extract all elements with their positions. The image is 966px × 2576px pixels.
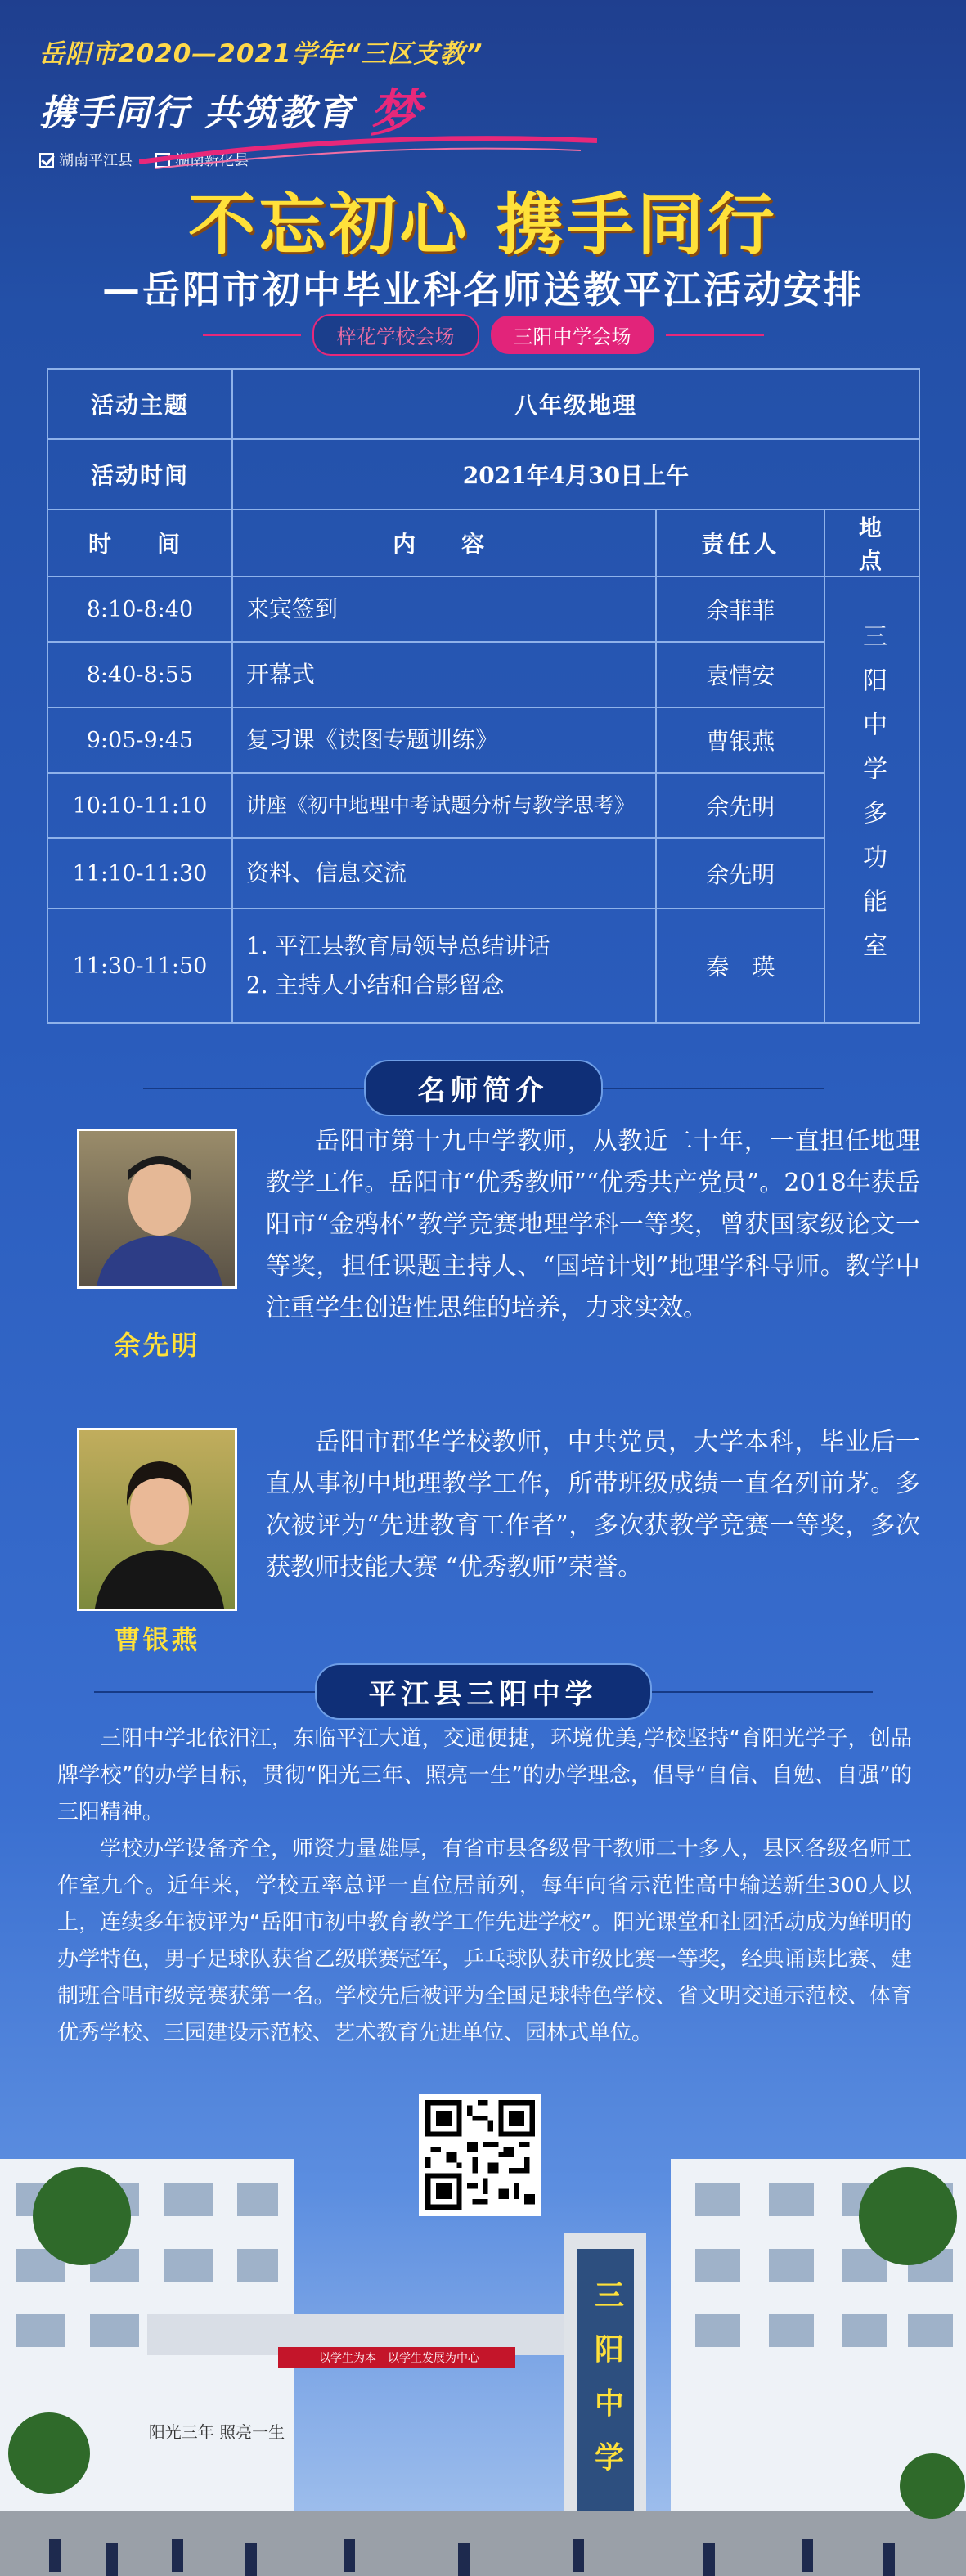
- row-content: 开幕式: [232, 642, 657, 707]
- divider: [94, 1691, 315, 1693]
- table-header: [47, 509, 919, 577]
- qr-code[interactable]: [419, 2094, 541, 2216]
- table-row: [47, 838, 919, 909]
- time-value: 2021年4月30日上午: [232, 439, 919, 509]
- table-row: [47, 642, 919, 707]
- venue-tag-zihua: 梓花学校会场: [312, 314, 479, 356]
- program-title: 岳阳市2020—2021学年“三区支教”: [39, 39, 483, 69]
- divider: [666, 334, 764, 336]
- checkbox-checked-icon: [39, 153, 54, 168]
- row-person: 袁情安: [656, 642, 824, 707]
- person-portrait-icon: [79, 1430, 237, 1611]
- school-section-header: [0, 1663, 966, 1720]
- swoosh-decoration: [139, 123, 597, 172]
- col-header-location: 地 点: [824, 509, 919, 577]
- col-header-person: 责任人: [656, 509, 824, 577]
- row-content: 来宾签到: [232, 577, 657, 642]
- school-intro-paragraph: 学校办学设备齐全，师资力量雄厚，有省市县各级骨干教师二十多人，县区各级名师工作室九个。近年来，学校五率总评一直位居前列，每年向省示范性高中输送新生300人以上，连续多年被评为“岳阳市初中教育教学工作先进学校”。阳光课堂和社团活动成为鲜明的办学特色，男子足球队获省乙级联赛冠军，乒乓球队获市级比赛一等奖，经典诵读比赛、建制班合唱市级竞赛获第一名。学校先后被评为全国足球特色学校、省文明交通示范校、体育优秀学校、三园建设示范校、艺术教育先进单位、园林式单位。: [57, 1837, 912, 2045]
- row-time: 11:30-11:50: [47, 909, 232, 1023]
- section-title: 平江县三阳中学: [315, 1663, 652, 1720]
- time-row: [47, 439, 919, 509]
- divider: [603, 1088, 824, 1089]
- row-content: 讲座《初中地理中考试题分析与教学思考》: [232, 773, 657, 838]
- teacher-photo-yu: [77, 1129, 237, 1289]
- row-person: 余先明: [656, 838, 824, 909]
- theme-label: 活动主题: [47, 369, 232, 439]
- wall-slogan: 阳光三年 照亮一生: [148, 2422, 285, 2442]
- divider: [652, 1691, 873, 1693]
- teacher-bio: 岳阳市郡华学校教师，中共党员，大学本科，毕业后一直从事初中地理教学工作，所带班级成绩一直名列前茅。多次被评为“先进教育工作者”，多次获教学竞赛一等奖，多次获教师技能大赛 “优秀教师”荣誉。: [266, 1428, 920, 1582]
- venue-tag-sanyang: 三阳中学会场: [491, 316, 654, 354]
- row-time: 8:10-8:40: [47, 577, 232, 642]
- section-title: 名师简介: [364, 1060, 603, 1116]
- county-item: 湖南新化县: [155, 149, 249, 170]
- row-person: 余先明: [656, 773, 824, 838]
- teacher-name: 曹银燕: [114, 1624, 200, 1655]
- qr-code-icon: [425, 2100, 535, 2210]
- row-content: 1. 平江县教育局领导总结讲话 2. 主持人小结和合影留念: [232, 909, 657, 1023]
- row-content: 资料、信息交流: [232, 838, 657, 909]
- divider: [203, 334, 301, 336]
- divider: [143, 1088, 364, 1089]
- table-row: [47, 909, 919, 1023]
- time-label: 活动时间: [47, 439, 232, 509]
- col-header-content: 内 容: [232, 509, 657, 577]
- row-person: 曹银燕: [656, 707, 824, 773]
- gate-banner: 以学生为本 以学生发展为中心: [319, 2352, 479, 2365]
- teachers-section-header: [0, 1060, 966, 1116]
- gate-sign: 三阳中学: [594, 2279, 624, 2475]
- teacher-bio: 岳阳市第十九中学教师，从教近二十年，一直担任地理教学工作。岳阳市“优秀教师”“优秀共产党员”。2018年获岳阳市“金鸦杯”教学竞赛地理学科一等奖，曾获国家级论文一等奖，担任课题主持人、“国培计划”地理学科导师。教学中注重学生创造性思维的培养，力求实效。: [266, 1127, 920, 1322]
- row-person: 秦 瑛: [656, 909, 824, 1023]
- table-row: [47, 773, 919, 838]
- main-title: 不忘初心 携手同行: [188, 186, 778, 264]
- table-row: [47, 707, 919, 773]
- row-time: 11:10-11:30: [47, 838, 232, 909]
- location-cell: 三阳中学多功能室: [824, 577, 919, 1023]
- slogan-mark: 梦: [369, 83, 422, 143]
- theme-value: 八年级地理: [232, 369, 919, 439]
- sub-title: —岳阳市初中毕业科名师送教平江活动安排: [102, 267, 864, 312]
- teacher-name: 余先明: [114, 1330, 200, 1361]
- slogan-text: 携手同行 共筑教育: [39, 92, 355, 134]
- row-time: 10:10-11:10: [47, 773, 232, 838]
- col-header-time: 时 间: [47, 509, 232, 577]
- theme-row: [47, 369, 919, 439]
- venue-tabs: [0, 314, 966, 356]
- person-portrait-icon: [79, 1131, 237, 1289]
- schedule-table: [47, 368, 920, 1024]
- row-person: 余菲菲: [656, 577, 824, 642]
- county-item: 湖南平江县: [39, 149, 133, 170]
- row-time: 8:40-8:55: [47, 642, 232, 707]
- row-content: 复习课《读图专题训练》: [232, 707, 657, 773]
- teacher-photo-cao: [77, 1428, 237, 1611]
- row-time: 9:05-9:45: [47, 707, 232, 773]
- school-intro-paragraph: 三阳中学北依汨江，东临平江大道，交通便捷，环境优美,学校坚持“育阳光学子，创品牌学校”的办学目标，贯彻“阳光三年、照亮一生”的办学理念，倡导“自信、自勉、自强”的三阳精神。: [57, 1726, 912, 1824]
- table-row: [47, 577, 919, 642]
